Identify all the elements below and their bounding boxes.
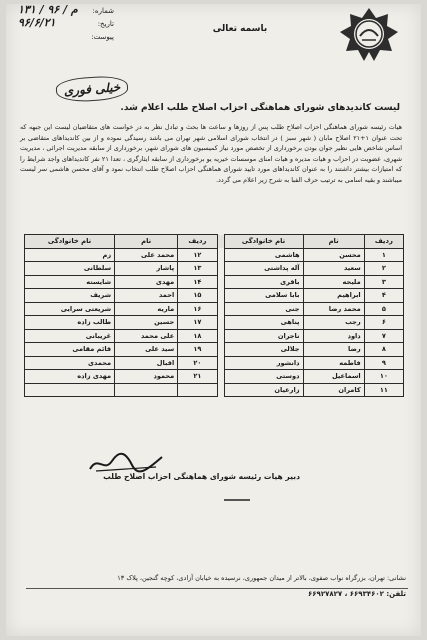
cell-family <box>25 383 115 397</box>
table-gap <box>217 235 224 249</box>
footer-address: نشانی: تهران، بزرگراه نواب صفوی، بالاتر از میدان جمهوری، نرسیده به خیابان آزادی، کوچه گنجین، پلاک ۱۳ <box>117 574 406 582</box>
table-gap <box>217 275 224 289</box>
cell-name: رضا <box>303 343 364 357</box>
cell-row: ۸ <box>364 343 403 357</box>
table-gap <box>217 289 224 303</box>
table-row <box>25 370 404 384</box>
table-gap <box>217 329 224 343</box>
table-gap <box>217 356 224 370</box>
table-gap <box>217 343 224 357</box>
table-gap <box>217 383 224 397</box>
cell-name: محمد علی <box>115 248 178 262</box>
table-gap <box>217 248 224 262</box>
table-gap <box>217 302 224 316</box>
cell-row <box>178 383 217 397</box>
cell-row: ۱۶ <box>178 302 217 316</box>
cell-row: ۱۳ <box>178 262 217 276</box>
table-header-row <box>25 235 404 249</box>
cell-row: ۱۱ <box>364 383 403 397</box>
cell-name: داود <box>303 329 364 343</box>
cell-row: ۱۲ <box>178 248 217 262</box>
cell-row: ۱۸ <box>178 329 217 343</box>
cell-name <box>115 383 178 397</box>
cell-name: رجب <box>303 316 364 330</box>
cell-family: زارعیان <box>224 383 303 397</box>
cell-name: حسین <box>115 316 178 330</box>
cell-name: کامران <box>303 383 364 397</box>
cell-name: احمد <box>115 289 178 303</box>
date-label: تاریخ: <box>97 20 114 28</box>
table-row <box>25 383 404 397</box>
table-gap <box>217 370 224 384</box>
cell-name: ابراهیم <box>303 289 364 303</box>
cell-family: شریعتی سرایی <box>25 302 115 316</box>
cell-name: ملیحه <box>303 275 364 289</box>
cell-family: هاشمی <box>224 248 303 262</box>
candidate-table <box>24 234 404 397</box>
footer-phone: تلفن: ۶۶۹۳۴۶۰۲ ، ۶۶۹۲۷۸۲۷ <box>308 590 406 598</box>
cell-family: طالب زاده <box>25 316 115 330</box>
letter-meta <box>14 3 114 45</box>
cell-row: ۱ <box>364 248 403 262</box>
table-row <box>25 275 404 289</box>
cell-name: سید علی <box>115 343 178 357</box>
signatory-title: دبیر هیات رئیسه شورای هماهنگی احزاب اصلاح طلب <box>103 472 300 481</box>
cell-row: ۱۴ <box>178 275 217 289</box>
cell-row: ۱۰ <box>364 370 403 384</box>
cell-name: مهدی <box>115 275 178 289</box>
cell-name: اسماعیل <box>303 370 364 384</box>
number-label: شماره: <box>92 7 114 15</box>
cell-family: جلالی <box>224 343 303 357</box>
cell-row: ۲ <box>364 262 403 276</box>
cell-row: ۶ <box>364 316 403 330</box>
cell-row: ۱۵ <box>178 289 217 303</box>
cell-name: سعید <box>303 262 364 276</box>
cell-family: ناجران <box>224 329 303 343</box>
cell-family: جنی <box>224 302 303 316</box>
header-name: نام <box>115 235 178 249</box>
bismillah-heading: باسمه تعالی <box>212 24 268 34</box>
footer-divider <box>26 588 408 589</box>
cell-row: ۳ <box>364 275 403 289</box>
cell-row: ۲۰ <box>178 356 217 370</box>
cell-row: ۱۹ <box>178 343 217 357</box>
cell-row: ۱۷ <box>178 316 217 330</box>
cell-family: دانشور <box>224 356 303 370</box>
cell-family: شریف <box>25 289 115 303</box>
table-row <box>25 248 404 262</box>
table-row <box>25 262 404 276</box>
separator-mark <box>222 496 252 504</box>
cell-family: شایسته <box>25 275 115 289</box>
cell-row: ۴ <box>364 289 403 303</box>
header-row-number: ردیف <box>364 235 403 249</box>
table-row <box>25 302 404 316</box>
cell-family: محمدی <box>25 356 115 370</box>
table-row <box>25 343 404 357</box>
cell-family: قائم مقامی <box>25 343 115 357</box>
attachment-label: پیوست: <box>91 33 114 41</box>
table-row <box>25 329 404 343</box>
cell-family: باقری <box>224 275 303 289</box>
cell-row: ۵ <box>364 302 403 316</box>
cell-row: ۷ <box>364 329 403 343</box>
cell-name: پاشار <box>115 262 178 276</box>
header-row-number: ردیف <box>178 235 217 249</box>
cell-family: پناهی <box>224 316 303 330</box>
cell-name: اقبال <box>115 356 178 370</box>
cell-name: محمود <box>115 370 178 384</box>
number-value: ۱۳۱ / ۹۶ / م <box>18 3 78 16</box>
cell-row: ۲۱ <box>178 370 217 384</box>
cell-name: محسن <box>303 248 364 262</box>
table-gap <box>217 262 224 276</box>
cell-name: محمد رضا <box>303 302 364 316</box>
table-row <box>25 316 404 330</box>
cell-row: ۹ <box>364 356 403 370</box>
cell-name: ماریه <box>115 302 178 316</box>
letter-body <box>20 122 402 186</box>
cell-family: دوستی <box>224 370 303 384</box>
cell-family: غریبانی <box>25 329 115 343</box>
table-row <box>25 289 404 303</box>
header-family: نام خانوادگی <box>25 235 115 249</box>
cell-name: علی محمد <box>115 329 178 343</box>
table-row <box>25 356 404 370</box>
party-emblem-logo <box>338 6 400 64</box>
urgent-stamp: خیلی فوری <box>55 75 128 104</box>
cell-family: زم <box>25 248 115 262</box>
table-gap <box>217 316 224 330</box>
header-family: نام خانوادگی <box>224 235 303 249</box>
date-value: ۹۶/۶/۲۱ <box>18 16 56 29</box>
body-paragraph: هیات رئیسه شورای هماهنگی احزاب اصلاح طلب پس از روزها و ساعت ها بحث و تبادل نظر به در خواست های متقاضیان لیست این جبهه که تحت عنوان ۱+۲۱ اصلاح مابان ( شهر سبز ) در انتخاب شورای اسلامی شهر تهران می باشد رسیدگی نموده و از بین کاندیداهای متقاضی بر اساس شاخص هایی نظیر جوان بودن برخورداری از تخصص مورد نیاز کمیسیون های شورای شهر، برخورداری از سابقه مدیریت اجرائی ، مدیریت شهری، عضویت در احزاب و هیات مدیره و هیات امنای موسسات خیریه یو برخورداری از سابقه ایثارگری ، تعدا ۲۱ نفر کاندیداهای واجد شرایط را که امتیازات بیشتر داشتند را به عنوان کاندیداهای مورد تایید شورای هماهنگی احزاب اصلاح طلب انتخاب نمود و آقای محسن هاشمی سر لیست میباشند و بقیه اسامی به ترتیب حرف الفبا به شرح زیر اعلام می گردد. <box>20 123 402 184</box>
cell-name: فاطمه <box>303 356 364 370</box>
cell-family: آله پداشتی <box>224 262 303 276</box>
header-name: نام <box>303 235 364 249</box>
cell-family: سلطانی <box>25 262 115 276</box>
cell-family: مهدی زاده <box>25 370 115 384</box>
cell-family: بابا سلامی <box>224 289 303 303</box>
letter-title: لیست کاندیدهای شورای هماهنگی احزاب اصلاح طلب اعلام شد. <box>120 103 400 113</box>
